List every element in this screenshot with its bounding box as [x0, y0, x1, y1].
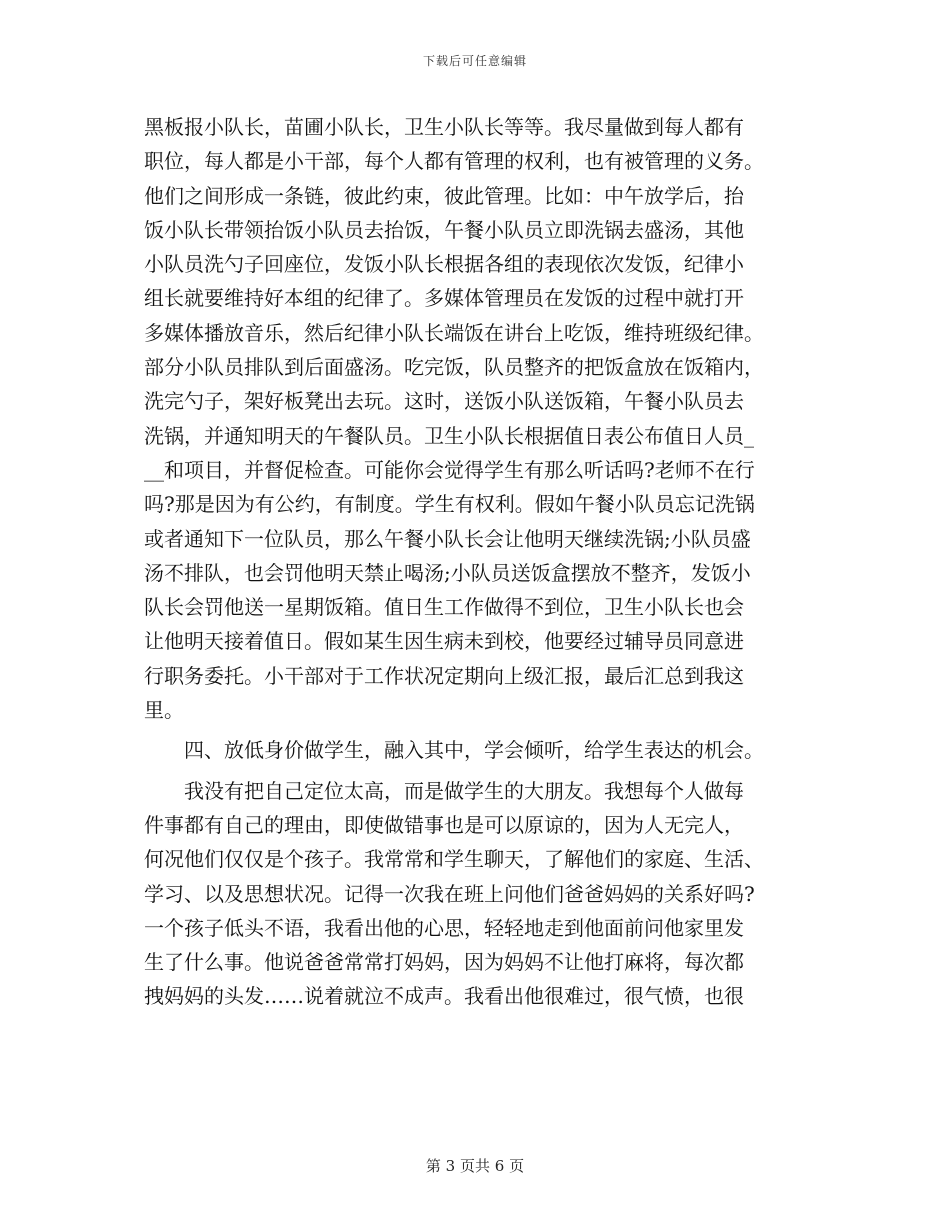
document-body — [144, 110, 824, 1014]
text-line: 生了什么事。他说爸爸常常打妈妈，因为妈妈不让他打麻将，每次都 — [144, 950, 744, 975]
text-line: 饭小队长带领抬饭小队员去抬饭，午餐小队员立即洗锅去盛汤，其他 — [144, 217, 744, 242]
text-line: 或者通知下一位队员，那么午餐小队长会让他明天继续洗锅;小队员盛 — [144, 526, 751, 551]
paragraph-be-a-friend — [144, 774, 824, 1014]
section-heading: 四、放低身价做学生，融入其中，学会倾听，给学生表达的机会。 — [184, 738, 764, 763]
text-line: 让他明天接着值日。假如某生因生病未到校，他要经过辅导员同意进 — [144, 629, 744, 654]
text-line: 他们之间形成一条链，彼此约束，彼此管理。比如：中午放学后，抬 — [144, 183, 744, 208]
text-line: 学习、以及思想状况。记得一次我在班上问他们爸爸妈妈的关系好吗? — [144, 881, 755, 906]
text-line: 一个孩子低头不语，我看出他的心思，轻轻地走到他面前问他家里发 — [144, 915, 744, 940]
text-line: 黑板报小队长，苗圃小队长，卫生小队长等等。我尽量做到每人都有 — [144, 115, 744, 139]
paragraph-class-management — [144, 110, 824, 727]
text-line: 多媒体播放音乐，然后纪律小队长端饭在讲台上吃饭，维持班级纪律。 — [144, 320, 764, 345]
text-line: 我没有把自己定位太高，而是做学生的大朋友。我想每个人做每 — [184, 778, 744, 803]
text-line: 行职务委托。小干部对于工作状况定期向上级汇报，最后汇总到我这 — [144, 663, 744, 688]
text-line: 洗完勺子，架好板凳出去玩。这时，送饭小队送饭箱，午餐小队员去 — [144, 389, 744, 414]
text-line: 小队员洗勺子回座位，发饭小队长根据各组的表现依次发饭，纪律小 — [144, 252, 744, 277]
text-line: 队长会罚他送一星期饭箱。值日生工作做得不到位，卫生小队长也会 — [144, 595, 744, 620]
text-line: 汤不排队，也会罚他明天禁止喝汤;小队员送饭盒摆放不整齐，发饭小 — [144, 560, 751, 585]
page-footer: 第 3 页共 6 页 — [425, 1157, 525, 1175]
text-line: 洗锅，并通知明天的午餐队员。卫生小队长根据值日表公布值日人员_ — [144, 423, 754, 448]
text-line: 何况他们仅仅是个孩子。我常常和学生聊天，了解他们的家庭、生活、 — [144, 847, 764, 872]
text-line: 件事都有自己的理由，即使做错事也是可以原谅的，因为人无完人， — [144, 812, 744, 837]
text-line: 里。 — [144, 698, 184, 723]
text-line: 拽妈妈的头发……说着就泣不成声。我看出他很难过，很气愤，也很 — [144, 984, 744, 1009]
text-line: __和项目，并督促检查。可能你会觉得学生有那么听话吗?老师不在行 — [144, 457, 755, 482]
page-header: 下载后可任意编辑 — [422, 54, 527, 68]
text-line: 吗?那是因为有公约，有制度。学生有权利。假如午餐小队员忘记洗锅 — [144, 492, 755, 517]
text-line: 组长就要维持好本组的纪律了。多媒体管理员在发饭的过程中就打开 — [144, 286, 744, 311]
text-line: 职位，每人都是小干部，每个人都有管理的权利，也有被管理的义务。 — [144, 149, 764, 174]
text-line: 部分小队员排队到后面盛汤。吃完饭，队员整齐的把饭盒放在饭箱内， — [144, 355, 764, 380]
